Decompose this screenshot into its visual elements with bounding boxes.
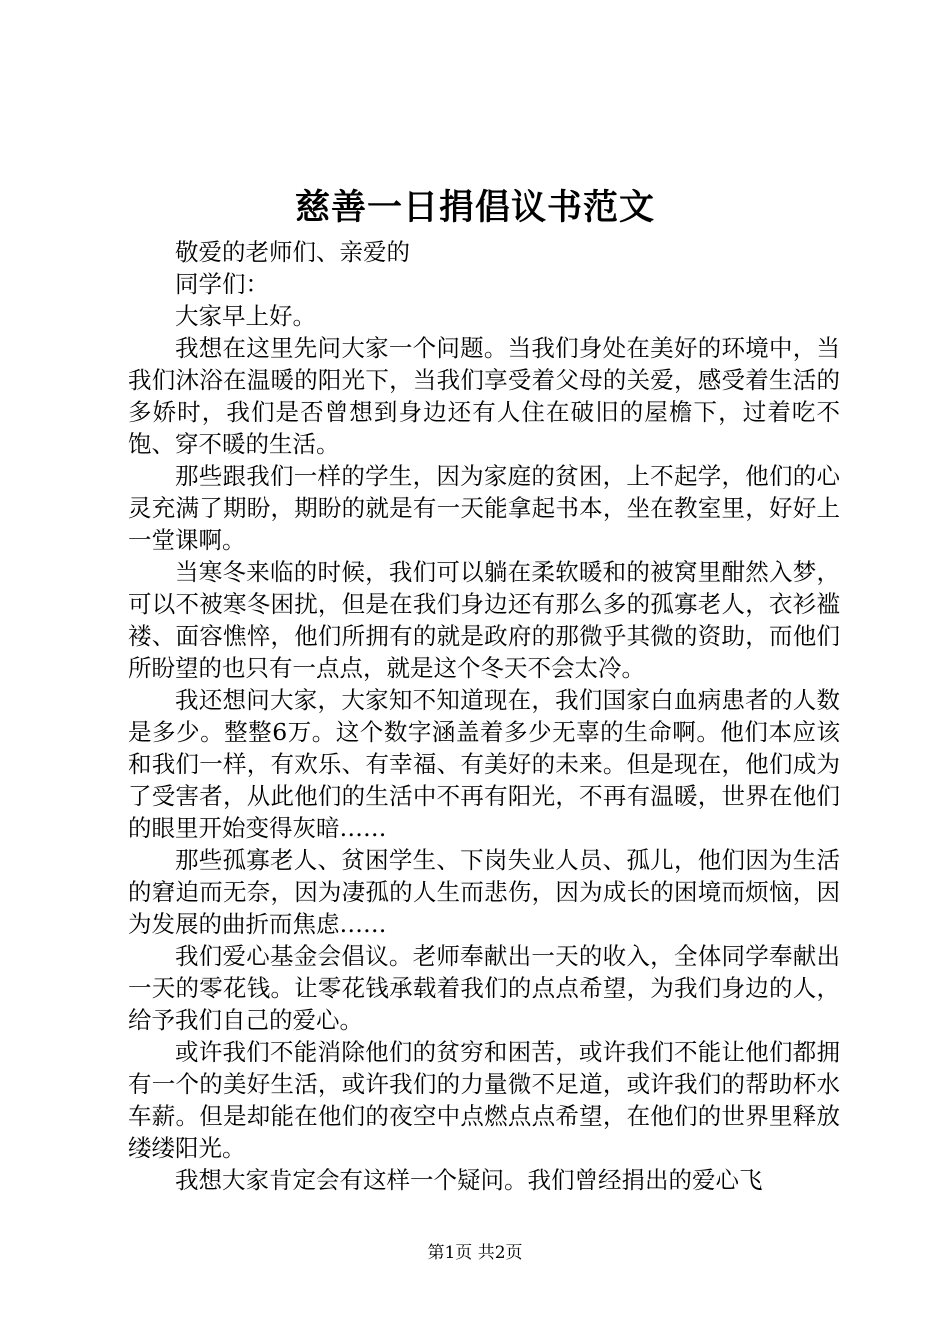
paragraph: 那些跟我们一样的学生，因为家庭的贫困，上不起学，他们的心灵充满了期盼，期盼的就是有一天能拿起书本，坐在教室里，好好上一堂课啊。 <box>128 462 840 554</box>
paragraph: 我们爱心基金会倡议。老师奉献出一天的收入，全体同学奉献出一天的零花钱。让零花钱承载着我们的点点希望，为我们身边的人，给予我们自己的爱心。 <box>128 942 840 1034</box>
page-footer: 第1页 共2页 <box>427 1243 523 1263</box>
paragraph: 大家早上好。 <box>175 302 316 330</box>
paragraph: 当寒冬来临的时候，我们可以躺在柔软暖和的被窝里酣然入梦，可以不被寒冬困扰，但是在我们身边还有那么多的孤寡老人，衣衫褴褛、面容憔悴，他们所拥有的就是政府的那微乎其微的资助，而他们所盼望的也只有一点点，就是这个冬天不会太冷。 <box>128 558 840 682</box>
paragraph: 敬爱的老师们、亲爱的 <box>175 238 410 266</box>
paragraph: 同学们： <box>175 270 269 298</box>
document-title: 慈善一日捐倡议书范文 <box>294 187 655 228</box>
document-body <box>128 236 840 1196</box>
paragraph: 我还想问大家，大家知不知道现在，我们国家白血病患者的人数是多少。整整6万。这个数字涵盖着多少无辜的生命啊。他们本应该和我们一样，有欢乐、有幸福、有美好的未来。但是现在，他们成为了受害者，从此他们的生活中不再有阳光，不再有温暖，世界在他们的眼里开始变得灰暗…… <box>128 686 840 842</box>
paragraph: 我想在这里先问大家一个问题。当我们身处在美好的环境中，当我们沐浴在温暖的阳光下，当我们享受着父母的关爱，感受着生活的多娇时，我们是否曾想到身边还有人住在破旧的屋檐下，过着吃不饱、穿不暖的生活。 <box>128 334 840 458</box>
paragraph: 或许我们不能消除他们的贫穷和困苦，或许我们不能让他们都拥有一个的美好生活，或许我们的力量微不足道，或许我们的帮助杯水车薪。但是却能在他们的夜空中点燃点点希望，在他们的世界里释放缕缕阳光。 <box>128 1038 840 1162</box>
paragraph: 我想大家肯定会有这样一个疑问。我们曾经捐出的爱心飞 <box>175 1166 763 1194</box>
paragraph: 那些孤寡老人、贫困学生、下岗失业人员、孤儿，他们因为生活的窘迫而无奈，因为凄孤的人生而悲伤，因为成长的困境而烦恼，因为发展的曲折而焦虑…… <box>128 846 840 938</box>
